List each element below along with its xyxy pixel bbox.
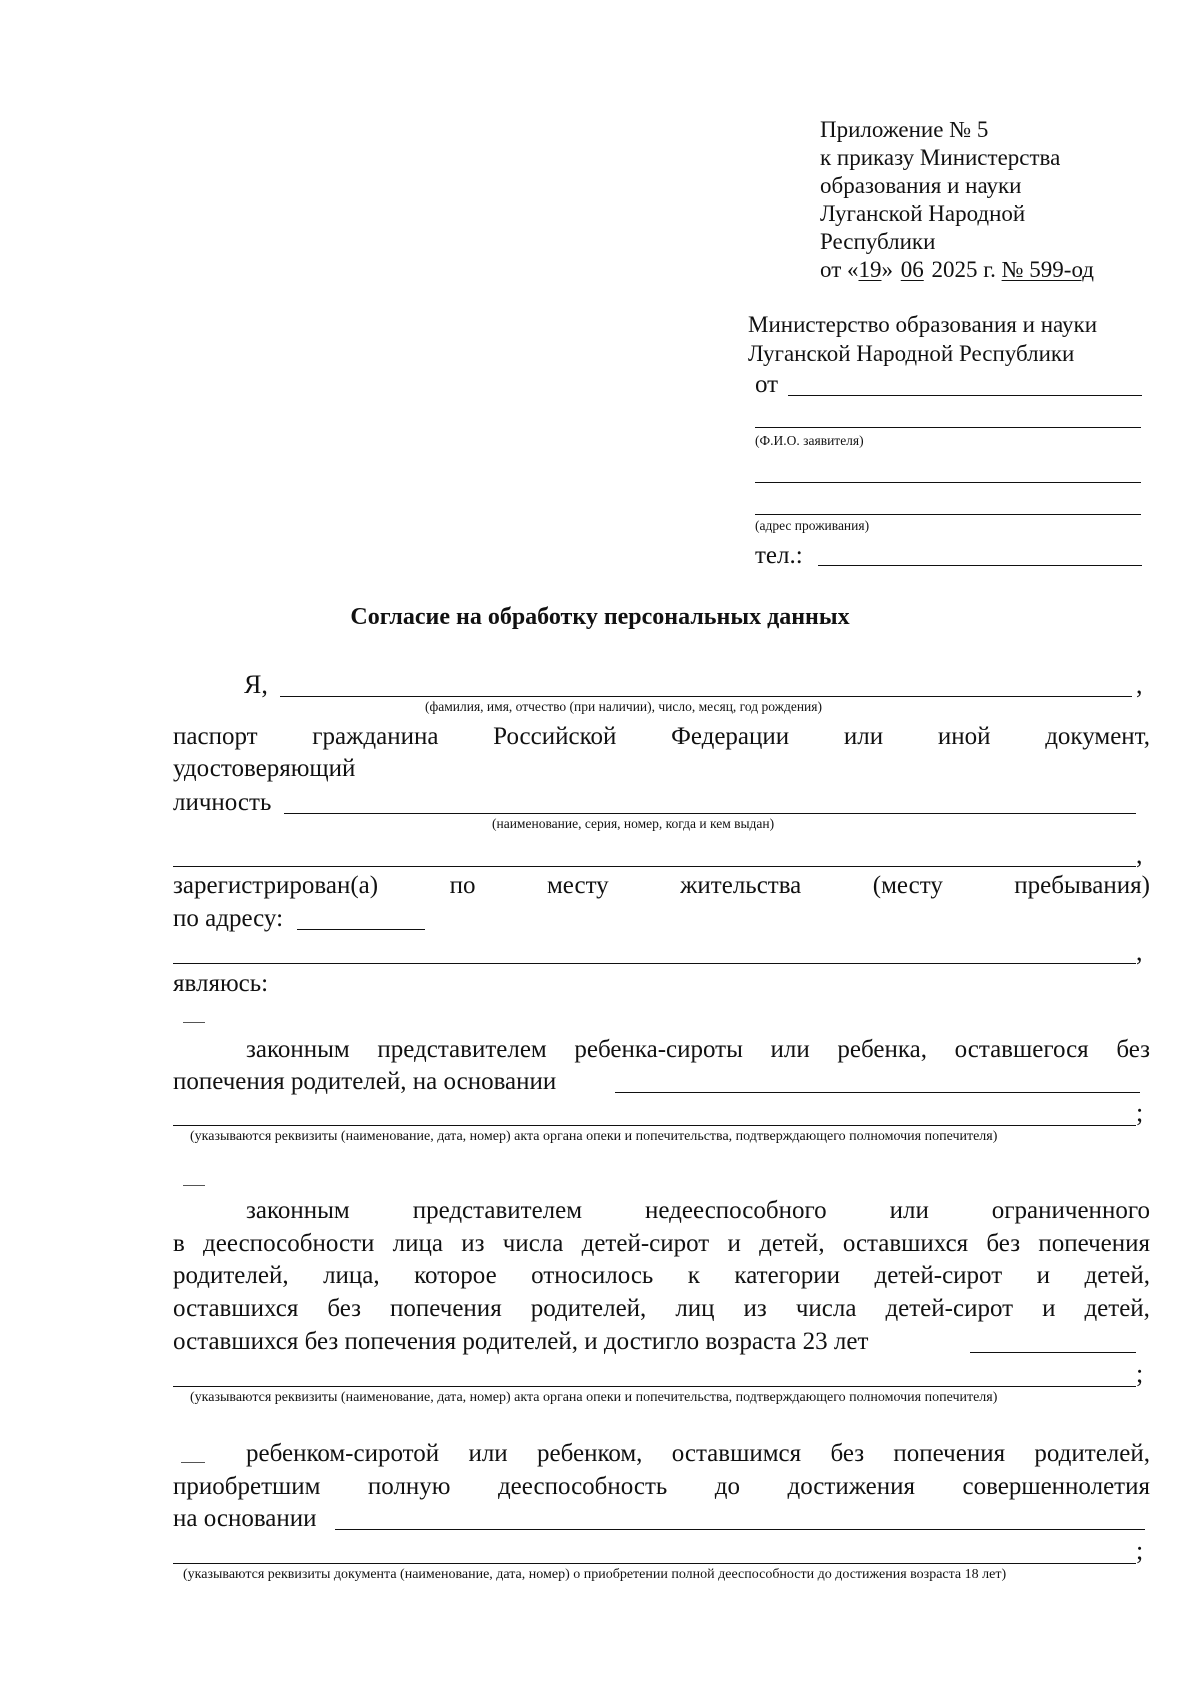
option-2-word: детей, <box>1084 1295 1150 1322</box>
option-2-word: и <box>1042 1295 1056 1322</box>
addressee-line-2: Луганской Народной Республики <box>748 341 1075 366</box>
option-2-word: представителем <box>412 1197 583 1224</box>
option-2-word: из <box>743 1295 767 1322</box>
addressee-line-1: Министерство образования и науки <box>748 312 1098 337</box>
appendix-line-1: Приложение № 5 <box>820 117 989 142</box>
option-3-line-2 <box>173 1474 1150 1499</box>
address-field-line[interactable] <box>173 963 1136 964</box>
passport-word: Российской <box>493 723 617 750</box>
option-3-line-3: на основании <box>173 1505 317 1532</box>
i-hint: (фамилия, имя, отчество (при наличии), число, месяц, год рождения) <box>425 699 822 714</box>
address-field-short[interactable] <box>297 929 425 930</box>
date-day: 19 <box>858 257 882 282</box>
option-3-line-1: ребенком-сиротой или ребенком, оставшимся без попечения родителей, <box>246 1440 1150 1467</box>
date-month: 06 <box>900 257 924 282</box>
i-comma: , <box>1136 670 1143 699</box>
option-2-line-4 <box>173 1296 1150 1321</box>
address-field-line-1[interactable] <box>755 482 1141 483</box>
certifying-text: удостоверяющий <box>173 755 356 782</box>
registered-word: пребывания) <box>1014 872 1150 899</box>
option-1-field-line[interactable] <box>615 1092 1140 1093</box>
option-2-word: недееспособного <box>645 1197 827 1224</box>
option-2-word: законным <box>246 1197 350 1224</box>
option-3-field-line[interactable] <box>335 1529 1145 1530</box>
option-2-word: и <box>1036 1262 1051 1289</box>
from-field-line[interactable] <box>788 395 1142 396</box>
option-2-semicolon: ; <box>1136 1359 1144 1388</box>
option-2-word: оставшихся <box>173 1295 299 1322</box>
option-2-word: к <box>687 1262 700 1289</box>
option-3-word: до <box>714 1473 741 1500</box>
option-2-word: лица, <box>323 1262 380 1289</box>
registered-line <box>173 873 1150 898</box>
option-2-word: числа <box>795 1295 857 1322</box>
option-1-hint: (указываются реквизиты (наименование, дата, номер) акта органа опеки и попечительства, подтверждающего полномочия попечителя) <box>190 1129 998 1144</box>
option-3-semicolon: ; <box>1136 1536 1144 1565</box>
identity-field-line[interactable] <box>284 813 1136 814</box>
option-2-checkbox[interactable] <box>183 1185 205 1186</box>
appendix-date-line <box>820 258 1094 281</box>
option-2-word: относилось <box>531 1262 654 1289</box>
option-3-checkbox[interactable] <box>181 1462 205 1463</box>
passport-word: паспорт <box>173 723 258 750</box>
option-2-hint: (указываются реквизиты (наименование, дата, номер) акта органа опеки и попечительства, подтверждающего полномочия попечителя) <box>190 1390 998 1405</box>
identity-hint: (наименование, серия, номер, когда и кем выдан) <box>492 816 775 831</box>
option-2-field-line-2[interactable] <box>173 1386 1136 1387</box>
date-year: 2025 г. <box>925 257 1002 282</box>
passport-word: Федерации <box>671 723 790 750</box>
option-1-line-2: попечения родителей, на основании <box>173 1068 557 1095</box>
fio-hint: (Ф.И.О. заявителя) <box>755 433 864 448</box>
registered-word: (месту <box>872 872 943 899</box>
appendix-line-5: Республики <box>820 229 936 254</box>
option-3-word: полную <box>367 1473 451 1500</box>
option-2-word: или <box>889 1197 929 1224</box>
option-2-word: детей-сирот <box>874 1262 1003 1289</box>
phone-field-line[interactable] <box>818 565 1142 566</box>
from-label: от <box>755 371 779 398</box>
option-2-word: родителей, <box>173 1262 289 1289</box>
option-1-field-line-2[interactable] <box>173 1125 1136 1126</box>
option-2-field-line[interactable] <box>970 1352 1136 1353</box>
option-2-word: детей, <box>1084 1262 1150 1289</box>
identity-label: личность <box>173 789 272 816</box>
identity-comma: , <box>1136 840 1143 869</box>
option-2-word: детей-сирот <box>885 1295 1014 1322</box>
option-2-word: лиц <box>675 1295 715 1322</box>
option-2-line-1 <box>246 1198 1150 1223</box>
option-3-word: достижения <box>787 1473 916 1500</box>
date-prefix: от « <box>820 257 859 282</box>
registered-word: жительства <box>680 872 802 899</box>
order-number: № 599-од <box>1001 257 1094 282</box>
option-3-word: совершеннолетия <box>962 1473 1150 1500</box>
appendix-line-2: к приказу Министерства <box>820 145 1061 170</box>
option-2-word: родителей, <box>530 1295 647 1322</box>
being-label: являюсь: <box>173 970 269 997</box>
passport-word: иной <box>937 723 991 750</box>
option-3-word: приобретшим <box>173 1473 321 1500</box>
option-2-word: попечения <box>390 1295 502 1322</box>
appendix-line-4: Луганской Народной <box>820 201 1026 226</box>
identity-field-line-2[interactable] <box>173 866 1136 867</box>
registered-word: по <box>449 872 476 899</box>
option-1-line-1: законным представителем ребенка-сироты или ребенка, оставшегося без <box>246 1036 1150 1063</box>
address-field-line-2[interactable] <box>755 514 1141 515</box>
option-3-word: дееспособность <box>497 1473 668 1500</box>
option-2-line-2: в дееспособности лица из числа детей-сирот и детей, оставшихся без попечения <box>173 1230 1150 1257</box>
option-2-word: которое <box>414 1262 497 1289</box>
passport-word: гражданина <box>312 723 439 750</box>
passport-line <box>173 724 1150 749</box>
address-label: по адресу: <box>173 905 284 932</box>
address-comma: , <box>1136 937 1143 966</box>
date-mid: » <box>881 257 899 282</box>
registered-word: месту <box>546 872 609 899</box>
i-field-line[interactable] <box>280 696 1132 697</box>
registered-word: зарегистрирован(а) <box>173 872 379 899</box>
document-title: Согласие на обработку персональных данных <box>350 604 850 630</box>
phone-label: тел.: <box>755 542 803 569</box>
option-2-word: ограниченного <box>991 1197 1150 1224</box>
option-2-line-3 <box>173 1263 1150 1288</box>
i-label: Я, <box>244 670 268 699</box>
option-3-hint: (указываются реквизиты документа (наименование, дата, номер) о приобретении полной дееспособности до достижения возраста 18 лет) <box>183 1567 1007 1582</box>
option-1-checkbox[interactable] <box>183 1022 205 1023</box>
passport-word: документ, <box>1045 723 1150 750</box>
address-hint: (адрес проживания) <box>755 518 870 533</box>
option-2-line-5: оставшихся без попечения родителей, и достигло возраста 23 лет <box>173 1328 869 1355</box>
option-1-semicolon: ; <box>1136 1098 1144 1127</box>
option-2-word: без <box>327 1295 362 1322</box>
fio-field-line[interactable] <box>755 427 1141 428</box>
passport-word: или <box>843 723 884 750</box>
option-2-word: категории <box>734 1262 841 1289</box>
appendix-line-3: образования и науки <box>820 173 1022 198</box>
option-3-field-line-2[interactable] <box>173 1563 1136 1564</box>
